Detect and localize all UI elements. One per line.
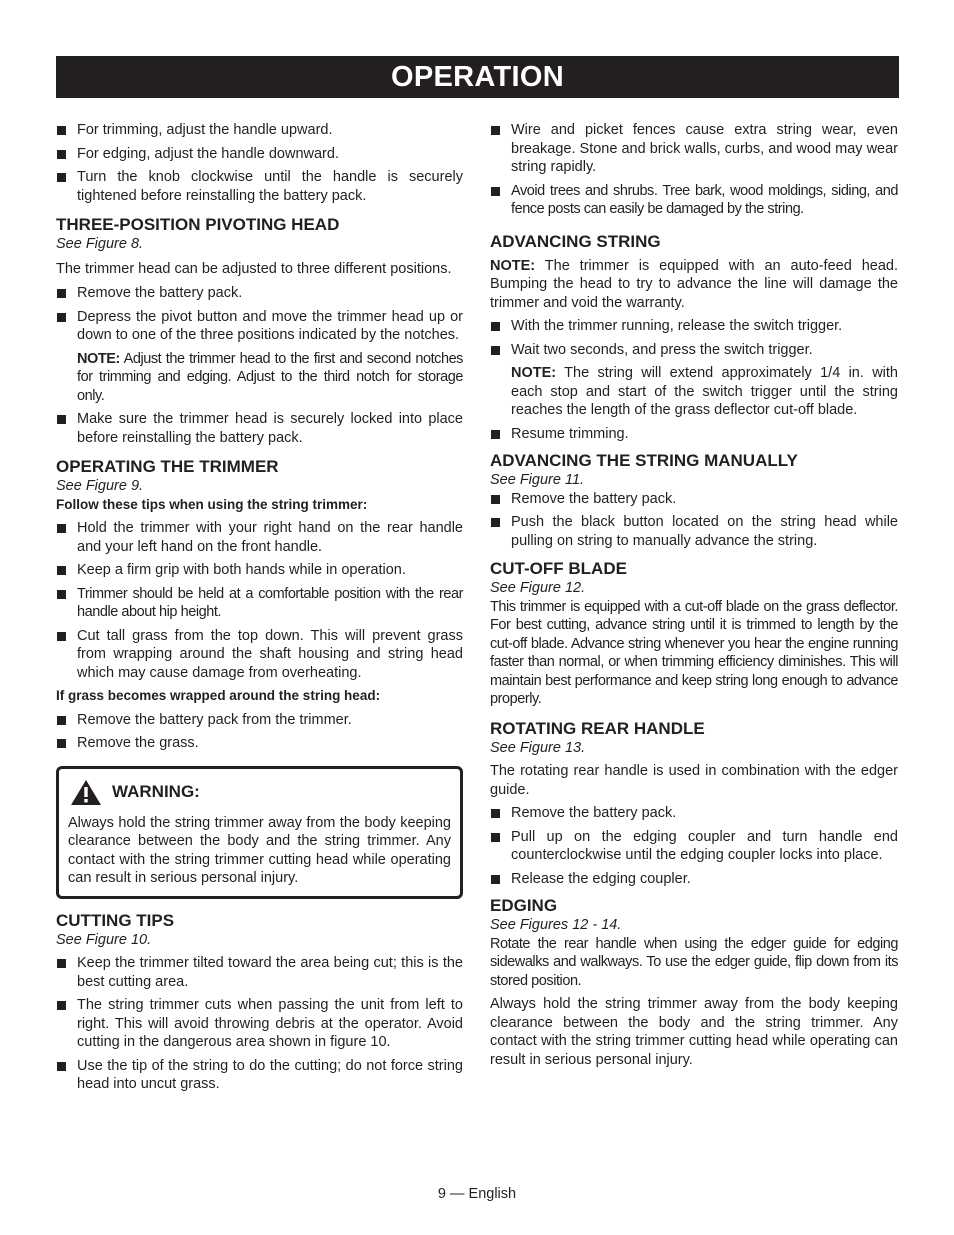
list-item: Remove the grass.	[56, 734, 463, 753]
list-item: Depress the pivot button and move the trimmer head up or down to one of the three positions indicated by the notches.	[56, 308, 463, 345]
list-item: For edging, adjust the handle downward.	[56, 145, 463, 164]
figure-reference: See Figure 8.	[56, 236, 144, 252]
page-footer: 9 — English	[437, 1186, 517, 1202]
section-heading: EDGING	[490, 896, 558, 915]
figure-reference: See Figure 12.	[490, 580, 586, 596]
cutting-tips-list	[56, 954, 463, 1094]
list-item: Keep a firm grip with both hands while in operation.	[56, 561, 463, 580]
list-item: Turn the knob clockwise until the handle is securely tightened before reinstalling the battery pack.	[56, 168, 463, 205]
list-item: Release the edging coupler.	[490, 870, 898, 889]
list-item: Resume trimming.	[490, 425, 898, 444]
note-text: The trimmer is equipped with an auto-feed head. Bumping the head to try to advance the line will damage the trimmer and void the warranty.	[490, 257, 898, 311]
list-item: Wire and picket fences cause extra string wear, even breakage. Stone and brick walls, curbs, and wood may wear string rapidly.	[490, 121, 898, 177]
list-item: Make sure the trimmer head is securely locked into place before reinstalling the battery pack.	[56, 410, 463, 447]
warning-text: Always hold the string trimmer away from the body keeping clearance between the body and the string trimmer. Any contact with the string trimmer cutting head while operating can result in serious personal injury.	[68, 814, 451, 886]
section-heading: CUTTING TIPS	[56, 910, 175, 930]
advancing-steps-list	[490, 317, 898, 359]
paragraph: The rotating rear handle is used in combination with the edger guide.	[490, 763, 898, 798]
operating-tips-list	[56, 519, 463, 682]
paragraph: Always hold the string trimmer away from the body keeping clearance between the body and the string trimmer. Any contact with the string trimmer cutting head while operating can result in serious personal injury.	[490, 996, 898, 1068]
list-item: Keep the trimmer tilted toward the area being cut; this is the best cutting area.	[56, 954, 463, 991]
list-item: Cut tall grass from the top down. This will prevent grass from wrapping around the shaft housing and string head which may cause damage from overheating.	[56, 627, 463, 683]
list-item: Avoid trees and shrubs. Tree bark, wood moldings, siding, and fence posts can easily be damaged by the string.	[490, 182, 898, 219]
handle-adjust-list	[56, 121, 463, 205]
paragraph: This trimmer is equipped with a cut-off blade on the grass deflector. For best cutting, advance string until it is trimmed to length by the cut-off blade. Advance string whenever you hear the engine running faster than normal, or when trimming efficiency diminishes. This will maintain best performance and keep string long enough to advance properly.	[490, 598, 898, 707]
list-item: Remove the battery pack.	[490, 804, 898, 823]
list-item: Remove the battery pack.	[56, 284, 463, 303]
figure-reference: See Figure 13.	[490, 739, 586, 756]
figure-reference: See Figures 12 - 14.	[490, 917, 622, 933]
note	[56, 350, 463, 406]
figure-reference: See Figure 9.	[56, 478, 144, 494]
list-item: Use the tip of the string to do the cutting; do not force string head into uncut grass.	[56, 1057, 463, 1094]
list-item: For trimming, adjust the handle upward.	[56, 121, 463, 140]
section-banner: OPERATION	[56, 56, 899, 98]
right-column	[490, 121, 898, 1069]
paragraph: The trimmer head can be adjusted to three different positions.	[56, 260, 452, 277]
list-item: Remove the battery pack.	[490, 490, 898, 509]
list-item: The string trimmer cuts when passing the unit from left to right. This will avoid throwing debris at the operator. Avoid cutting in the dangerous area shown in figure 10.	[56, 996, 463, 1052]
pivot-final-list	[56, 410, 463, 447]
note	[490, 257, 898, 313]
list-item: With the trimmer running, release the switch trigger.	[490, 317, 898, 336]
pivot-steps-list	[56, 284, 463, 345]
grass-wrapped-list	[56, 711, 463, 753]
list-item: Wait two seconds, and press the switch trigger.	[490, 341, 898, 360]
section-heading: ADVANCING STRING	[490, 231, 661, 251]
note	[490, 364, 898, 420]
section-heading: ADVANCING THE STRING MANUALLY	[490, 451, 798, 470]
warning-box	[56, 766, 463, 899]
warning-triangle-icon	[70, 779, 102, 806]
note-text: The string will extend approximately 1/4 in. with each stop and start of the switch trigger until the string reaches the length of the grass deflector cut-off blade.	[511, 365, 898, 418]
section-heading: OPERATING THE TRIMMER	[56, 457, 279, 476]
fence-tips-list	[490, 121, 898, 219]
list-item: Pull up on the edging coupler and turn handle end counterclockwise until the edging coupler locks into place.	[490, 828, 898, 865]
note-label: NOTE:	[77, 350, 120, 367]
manual-steps-list	[490, 490, 898, 551]
note-label: NOTE:	[511, 365, 557, 381]
list-item: Hold the trimmer with your right hand on the rear handle and your left hand on the front handle.	[56, 519, 463, 556]
list-item: Trimmer should be held at a comfortable position with the rear handle about hip height.	[56, 585, 463, 622]
section-heading: ROTATING REAR HANDLE	[490, 718, 705, 738]
section-heading: CUT-OFF BLADE	[490, 559, 627, 578]
warning-title: WARNING:	[112, 781, 200, 801]
paragraph: Rotate the rear handle when using the edger guide for edging sidewalks and walkways. To use the edger guide, flip down from its stored position.	[490, 935, 898, 989]
figure-reference: See Figure 11.	[490, 472, 585, 488]
list-item: Remove the battery pack from the trimmer.	[56, 711, 463, 730]
note-label: NOTE:	[490, 257, 536, 274]
section-heading: THREE-POSITION PIVOTING HEAD	[56, 215, 340, 234]
bold-lead: Follow these tips when using the string trimmer:	[56, 496, 368, 512]
resume-list	[490, 425, 898, 444]
note-text: Adjust the trimmer head to the first and second notches for trimming and edging. Adjust to the third notch for storage only.	[77, 350, 463, 404]
left-column	[56, 121, 463, 1094]
rotating-steps-list	[490, 804, 898, 888]
list-item: Push the black button located on the string head while pulling on string to manually advance the string.	[490, 513, 898, 550]
warning-header	[70, 779, 451, 806]
bold-lead: If grass becomes wrapped around the string head:	[56, 688, 381, 703]
figure-reference: See Figure 10.	[56, 931, 152, 948]
